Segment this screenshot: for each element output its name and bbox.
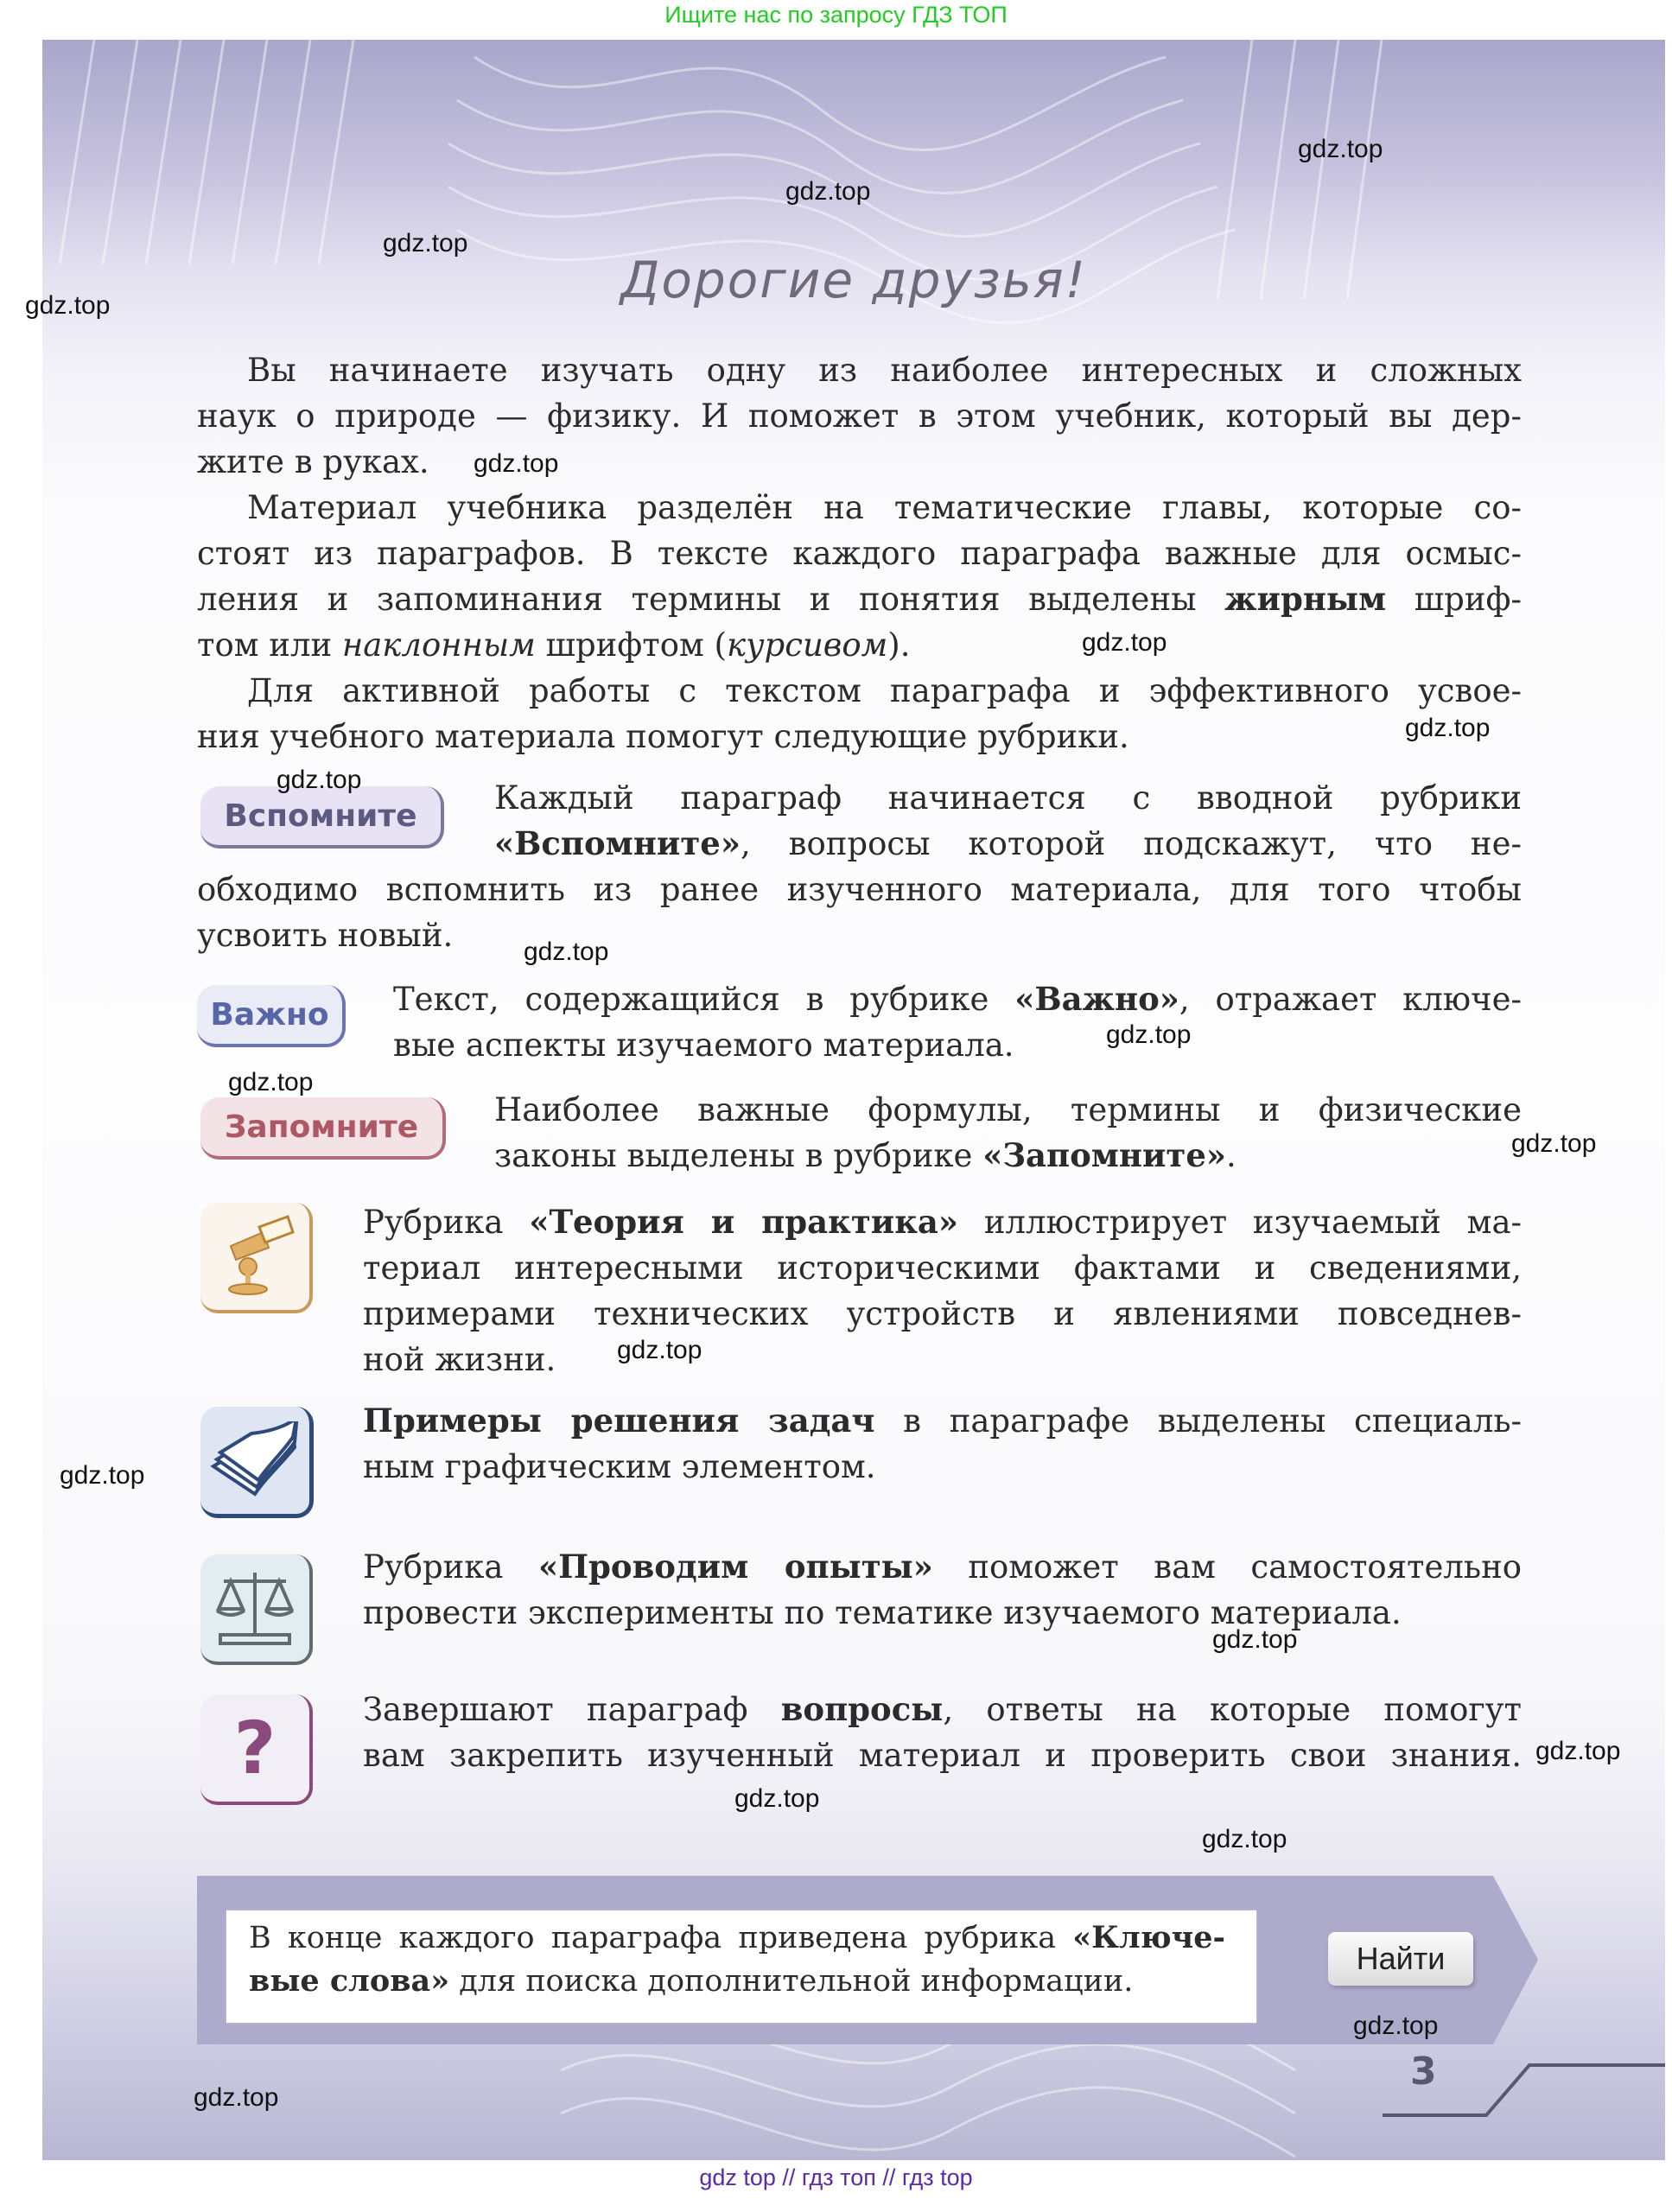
watermark: gdz.top xyxy=(524,938,609,966)
text-segment: ). xyxy=(887,626,911,664)
text-line xyxy=(197,912,1522,958)
page-title: Дорогие друзья! xyxy=(620,251,1087,309)
text-line xyxy=(363,1444,1522,1490)
text-segment: . xyxy=(1226,1137,1237,1174)
remember-text-short xyxy=(494,775,1522,867)
text-line xyxy=(494,1133,1522,1179)
text-segment: Завершают параграф xyxy=(363,1691,781,1728)
watermark: gdz.top xyxy=(734,1784,820,1813)
text-segment: ным графическим элементом. xyxy=(363,1448,876,1485)
text-segment: том или xyxy=(197,626,342,664)
watermark: gdz.top xyxy=(1298,135,1383,163)
text-line xyxy=(249,1960,1225,2003)
questions-text xyxy=(363,1687,1522,1778)
bold-text: «Ключе- xyxy=(1072,1920,1225,1955)
watermark: gdz.top xyxy=(785,177,871,206)
text-line xyxy=(363,1590,1522,1636)
text-line xyxy=(197,714,1522,760)
italic-text: курсивом xyxy=(726,626,888,664)
watermark: gdz.top xyxy=(1511,1129,1597,1158)
italic-text: наклонным xyxy=(341,626,536,664)
text-segment: поможет вам самостоятельно xyxy=(932,1548,1523,1586)
text-segment: Для активной работы с текстом параграфа и эффективного усвое- xyxy=(247,672,1522,709)
experiments-text xyxy=(363,1544,1522,1636)
top-banner[interactable]: Ищите нас по запросу ГДЗ ТОП xyxy=(664,2,1008,28)
text-segment: обходимо вспомнить из ранее изученного материала, для того чтобы xyxy=(197,871,1522,908)
watermark: gdz.top xyxy=(474,449,559,478)
text-line xyxy=(197,867,1522,912)
text-segment: жите в руках. xyxy=(197,443,429,480)
text-segment: шриф- xyxy=(1386,581,1522,618)
bold-text: жирным xyxy=(1224,580,1387,618)
text-line xyxy=(363,1687,1522,1732)
papers-icon xyxy=(200,1407,314,1518)
text-segment: ления и запоминания термины и понятия выделены xyxy=(197,581,1225,618)
text-segment: Наиболее важные формулы, термины и физические xyxy=(494,1091,1522,1128)
bold-text: Примеры решения задач xyxy=(363,1402,875,1440)
text-line xyxy=(197,485,1522,531)
text-line xyxy=(494,775,1522,821)
watermark: gdz.top xyxy=(194,2083,279,2112)
text-line xyxy=(197,576,1522,622)
text-segment: Текст, содержащийся в рубрике xyxy=(393,981,1015,1018)
text-segment: , ответы на которые помогут xyxy=(943,1691,1522,1728)
text-line xyxy=(363,1398,1522,1444)
text-segment: ния учебного материала помогут следующие рубрики. xyxy=(197,718,1129,755)
text-segment: Вы начинаете изучать одну из наиболее интересных и сложных xyxy=(247,352,1522,389)
text-segment: иллюстрирует изучаемый ма- xyxy=(958,1204,1522,1241)
text-line xyxy=(363,1291,1522,1337)
text-segment: в параграфе выделены специаль- xyxy=(874,1402,1522,1440)
bold-text: «Проводим опыты» xyxy=(537,1548,933,1586)
text-segment: примерами технических устройств и явлениями повседнев- xyxy=(363,1295,1522,1332)
watermark: gdz.top xyxy=(60,1461,145,1490)
keywords-text xyxy=(249,1916,1225,2003)
theory-text xyxy=(363,1199,1522,1382)
watermark: gdz.top xyxy=(1106,1020,1192,1049)
important-text xyxy=(393,976,1522,1068)
text-segment: провести эксперименты по тематике изучаемого материала. xyxy=(363,1594,1402,1631)
text-line xyxy=(363,1544,1522,1590)
remember-badge: Вспомните xyxy=(200,786,444,849)
text-line xyxy=(363,1199,1522,1245)
important-badge: Важно xyxy=(197,985,346,1047)
watermark: gdz.top xyxy=(617,1336,702,1364)
text-segment: вам закрепить изученный материал и проверить свои знания. xyxy=(363,1737,1522,1774)
watermark: gdz.top xyxy=(228,1068,314,1096)
text-segment: Материал учебника разделён на тематические главы, которые со- xyxy=(247,489,1522,526)
text-segment: Каждый параграф начинается с вводной рубрики xyxy=(494,779,1522,817)
text-line xyxy=(363,1245,1522,1291)
footer-banner[interactable]: gdz top // гдз топ // гдз top xyxy=(699,2164,973,2190)
bold-text: «Запомните» xyxy=(982,1136,1227,1174)
watermark: gdz.top xyxy=(1202,1825,1287,1853)
text-segment: Рубрика xyxy=(363,1204,530,1241)
text-line xyxy=(197,531,1522,576)
text-line xyxy=(393,976,1522,1022)
find-button[interactable]: Найти xyxy=(1328,1932,1473,1986)
memorize-badge: Запомните xyxy=(200,1097,446,1160)
watermark: gdz.top xyxy=(383,229,468,257)
text-line xyxy=(197,622,1522,668)
watermark: gdz.top xyxy=(1353,2012,1439,2040)
text-segment: териал интересными историческими фактами и сведениями, xyxy=(363,1249,1522,1287)
text-segment: усвоить новый. xyxy=(197,917,454,954)
memorize-text xyxy=(494,1087,1522,1179)
examples-text xyxy=(363,1398,1522,1490)
text-line xyxy=(363,1337,1522,1382)
bold-text: вопросы xyxy=(780,1690,944,1728)
scales-icon xyxy=(200,1554,313,1665)
text-line xyxy=(197,393,1522,439)
watermark: gdz.top xyxy=(25,291,111,320)
watermark: gdz.top xyxy=(1405,714,1491,742)
telescope-icon xyxy=(200,1203,313,1313)
text-segment: для поиска дополнительной информации. xyxy=(449,1964,1134,1999)
text-line xyxy=(249,1916,1225,1960)
watermark: gdz.top xyxy=(277,766,362,794)
text-segment: стоят из параграфов. В тексте каждого параграфа важные для осмыс- xyxy=(197,535,1522,572)
text-line xyxy=(494,1087,1522,1133)
bold-text: «Теория и практика» xyxy=(529,1203,959,1241)
bold-text: вые слова» xyxy=(249,1963,450,1999)
text-segment: , отражает ключе- xyxy=(1179,981,1522,1018)
text-line xyxy=(494,821,1522,867)
intro-text xyxy=(197,347,1522,760)
text-line xyxy=(197,439,1522,485)
text-line xyxy=(197,347,1522,393)
watermark: gdz.top xyxy=(1535,1737,1621,1765)
text-segment: В конце каждого параграфа приведена рубрика xyxy=(249,1921,1073,1955)
watermark: gdz.top xyxy=(1082,628,1167,657)
bold-text: «Вспомните» xyxy=(494,824,741,862)
text-segment: Рубрика xyxy=(363,1548,538,1586)
question-icon: ? xyxy=(200,1694,313,1805)
remember-text-full xyxy=(197,867,1522,958)
watermark: gdz.top xyxy=(1212,1625,1298,1654)
page-number: 3 xyxy=(1410,2050,1437,2094)
text-segment: вые аспекты изучаемого материала. xyxy=(393,1027,1014,1064)
text-segment: ной жизни. xyxy=(363,1341,556,1378)
text-line xyxy=(363,1732,1522,1778)
text-segment: законы выделены в рубрике xyxy=(494,1137,983,1174)
text-line xyxy=(197,668,1522,714)
bold-text: «Важно» xyxy=(1014,980,1179,1018)
text-segment: наук о природе — физику. И поможет в этом учебник, который вы дер- xyxy=(197,397,1522,435)
text-segment: шрифтом ( xyxy=(535,626,727,664)
text-segment: , вопросы которой подскажут, что не- xyxy=(740,825,1522,862)
text-line xyxy=(393,1022,1522,1068)
